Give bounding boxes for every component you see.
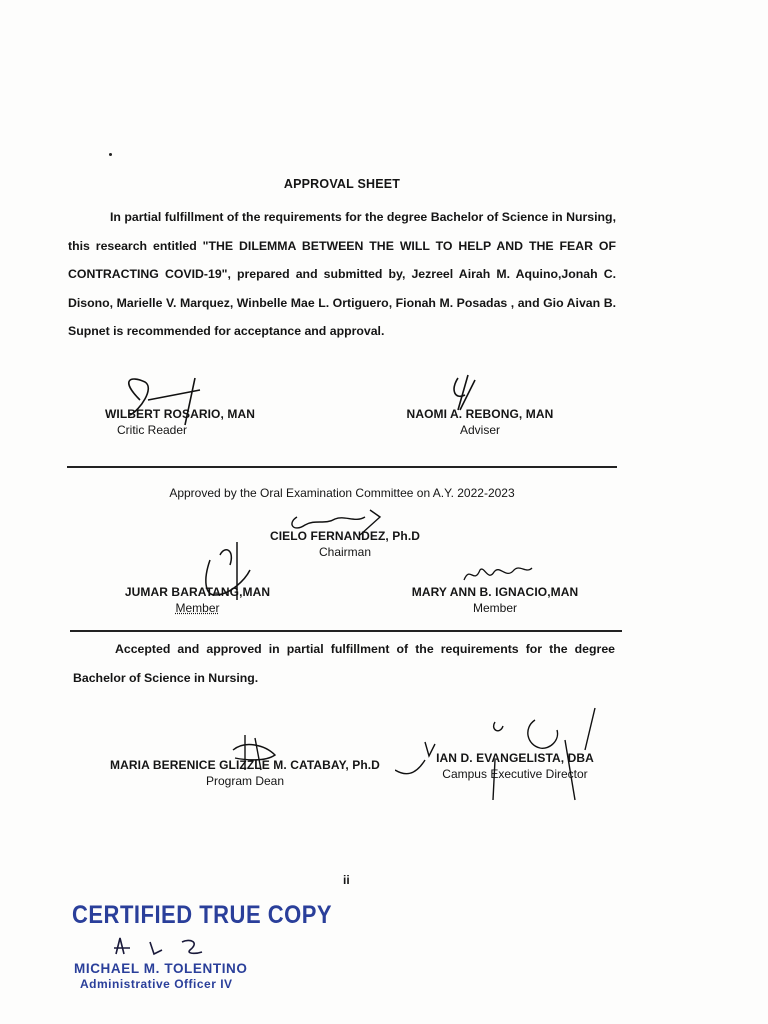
speck [109,153,112,156]
signatory-campus-director [410,750,620,782]
signature-tolentino-mark [110,934,220,962]
signatory-role: Chairman [318,545,372,559]
intro-text-1: In partial fulfillment of the requirements for the degree Bachelor of Science in Nursing, this research entitled [68,210,616,253]
signatory-role: Adviser [459,423,500,437]
signatory-role: Critic Reader [116,423,188,437]
intro-text-3: is recommended for acceptance and approval. [109,324,385,339]
signatory-name: CIELO FERNANDEZ, Ph.D [269,529,421,543]
signatory-critic-reader [70,406,290,438]
divider-1 [67,466,617,468]
signatory-member-baratang [100,584,295,616]
signatory-chairman [240,528,450,560]
signatory-role: Member [472,601,517,615]
signatory-name: NAOMI A. REBONG, MAN [406,407,554,421]
signatory-role: Member [175,601,220,615]
signatory-name: WILBERT ROSARIO, MAN [105,407,255,421]
page-title: APPROVAL SHEET [283,177,401,191]
signatory-name: IAN D. EVANGELISTA, DBA [436,751,594,765]
signatory-program-dean [75,757,415,789]
acceptance-text: Accepted and approved in partial fulfillment of the requirements for the degree Bachelor of Science in Nursing. [73,642,615,685]
signatory-name: JUMAR BARATANG,MAN [124,585,271,599]
signatory-name: MARY ANN B. IGNACIO,MAN [411,585,579,599]
intro-text-2: , prepared and submitted by, [227,267,412,282]
acceptance-paragraph [73,635,615,693]
recommendation-paragraph [68,203,616,346]
signatory-role: Program Dean [205,774,285,788]
author-list: Jezreel Airah M. Aquino,Jonah C. Disono, Marielle V. Marquez, Winbelle Mae L. Ortiguero, Fionah M. Posadas , and Gio Aivan B. Supnet [68,267,616,339]
signatory-adviser [370,406,590,438]
divider-2 [70,630,622,632]
certifier-name: MICHAEL M. TOLENTINO [74,961,248,976]
committee-approval-line: Approved by the Oral Examination Committee on A.Y. 2022-2023 [169,486,515,500]
research-title: "THE DILEMMA BETWEEN THE WILL TO HELP AND THE FEAR OF CONTRACTING COVID-19" [68,238,616,282]
signatory-name: MARIA BERENICE GLIZZLE M. CATABAY, Ph.D [110,758,380,772]
signatory-member-ignacio [380,584,610,616]
page-number: ii [343,873,350,887]
certifier-position: Administrative Officer IV [80,977,233,991]
signatory-role: Campus Executive Director [442,767,588,781]
certified-true-copy-stamp: CERTIFIED TRUE COPY [72,900,333,929]
